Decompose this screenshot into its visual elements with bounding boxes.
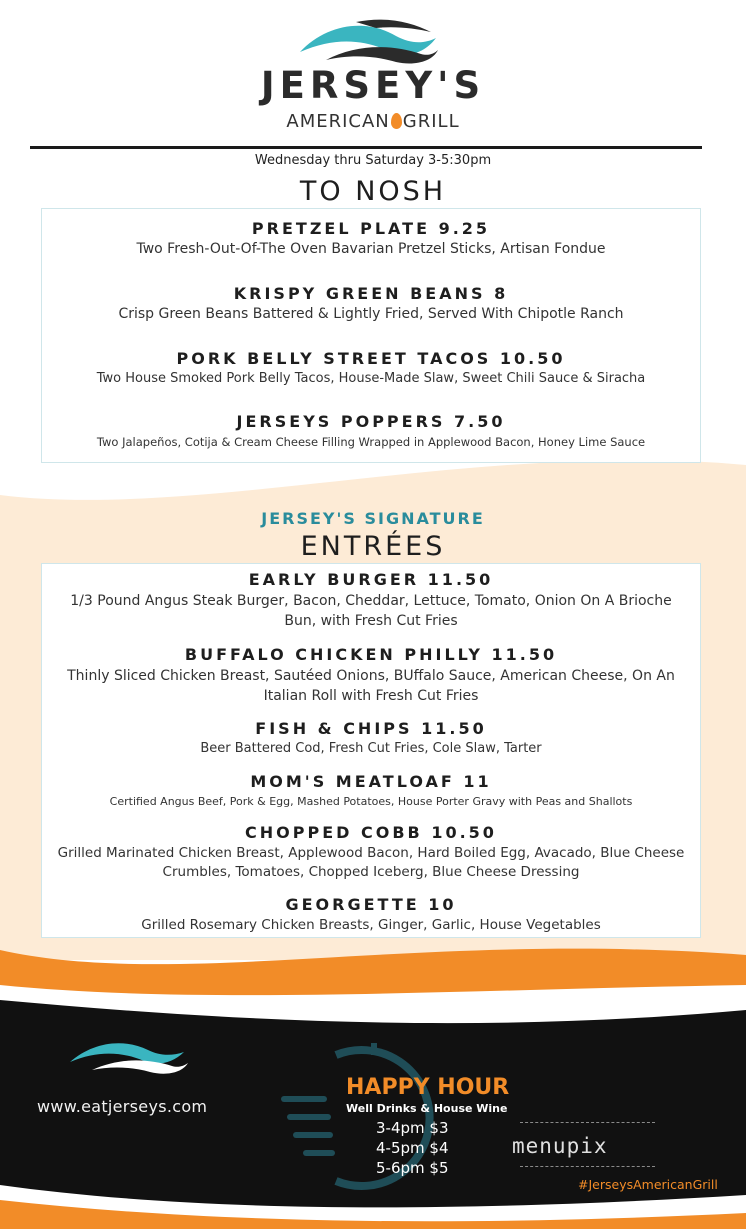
item-name: KRISPY GREEN BEANS 8	[233, 284, 509, 303]
brand-sub-left: AMERICAN	[286, 111, 390, 132]
watermark-rule	[520, 1166, 655, 1167]
menu-item	[42, 349, 700, 386]
signature-label: JERSEY'S SIGNATURE	[261, 509, 485, 528]
nosh-box	[41, 208, 701, 463]
item-name: JERSEYS POPPERS 7.50	[236, 412, 506, 431]
menu-item	[42, 823, 700, 882]
item-desc: Beer Battered Cod, Fresh Cut Fries, Cole Slaw, Tarter	[200, 741, 542, 756]
item-name: PORK BELLY STREET TACOS 10.50	[176, 349, 566, 368]
menu-item	[42, 719, 700, 756]
item-desc: Certified Angus Beef, Pork & Egg, Mashed Potatoes, House Porter Gravy with Peas and Shallots	[109, 795, 633, 808]
logo-wave-icon	[296, 14, 441, 66]
header-divider	[30, 146, 702, 149]
watermark-rule	[520, 1122, 655, 1123]
item-desc: Crisp Green Beans Battered & Lightly Fried, Served With Chipotle Ranch	[118, 306, 624, 322]
hashtag: #JerseysAmericanGrill	[578, 1177, 718, 1192]
brand-name: JERSEY'S	[260, 64, 486, 107]
item-name: EARLY BURGER 11.50	[248, 570, 494, 589]
item-desc: Grilled Marinated Chicken Breast, Applewood Bacon, Hard Boiled Egg, Avacado, Blue Cheese Crumbles, Tomatoes, Chopped Iceberg, Blue Cheese Dressing	[57, 845, 685, 880]
hours-text: Wednesday thru Saturday 3-5:30pm	[254, 153, 492, 168]
website-link[interactable]: www.eatjerseys.com	[37, 1097, 208, 1116]
watermark: menupix	[512, 1134, 608, 1158]
flame-icon	[391, 113, 402, 129]
menu-item	[42, 895, 700, 933]
item-desc: Two Fresh-Out-Of-The Oven Bavarian Pretzel Sticks, Artisan Fondue	[136, 241, 606, 257]
nosh-title: TO NOSH	[299, 176, 447, 207]
happy-hour-price: 3-4pm $3	[376, 1119, 449, 1137]
brand-subtitle	[0, 111, 746, 132]
item-desc: Two Jalapeños, Cotija & Cream Cheese Filling Wrapped in Applewood Bacon, Honey Lime Sauce	[96, 435, 646, 449]
happy-hour-price: 5-6pm $5	[376, 1159, 449, 1177]
entrees-box	[41, 563, 701, 938]
menu-item	[42, 412, 700, 449]
entrees-title: ENTRÉES	[300, 531, 446, 562]
menu-item	[42, 645, 700, 706]
happy-hour-subtitle: Well Drinks & House Wine	[346, 1102, 508, 1115]
item-name: MOM'S MEATLOAF 11	[250, 772, 492, 791]
item-name: PRETZEL PLATE 9.25	[251, 219, 491, 238]
footer-logo-wave-icon	[68, 1036, 190, 1076]
item-name: GEORGETTE 10	[285, 895, 457, 914]
item-desc: Two House Smoked Pork Belly Tacos, House-Made Slaw, Sweet Chili Sauce & Siracha	[96, 371, 646, 386]
clock-icon	[276, 1033, 446, 1203]
menu-item	[42, 570, 700, 631]
menu-item	[42, 772, 700, 808]
happy-hour-title: HAPPY HOUR	[346, 1075, 510, 1100]
item-name: FISH & CHIPS 11.50	[255, 719, 487, 738]
happy-hour-price: 4-5pm $4	[376, 1139, 449, 1157]
item-name: BUFFALO CHICKEN PHILLY 11.50	[184, 645, 558, 664]
item-desc: Thinly Sliced Chicken Breast, Sautéed Onions, BUffalo Sauce, American Cheese, On An Italian Roll with Fresh Cut Fries	[67, 668, 675, 704]
item-name: CHOPPED COBB 10.50	[245, 823, 497, 842]
menu-item	[42, 284, 700, 322]
item-desc: Grilled Rosemary Chicken Breasts, Ginger, Garlic, House Vegetables	[141, 917, 601, 933]
brand-sub-right: GRILL	[402, 111, 460, 132]
item-desc: 1/3 Pound Angus Steak Burger, Bacon, Cheddar, Lettuce, Tomato, Onion On A Brioche Bun, with Fresh Cut Fries	[70, 593, 672, 629]
menu-item	[42, 219, 700, 257]
